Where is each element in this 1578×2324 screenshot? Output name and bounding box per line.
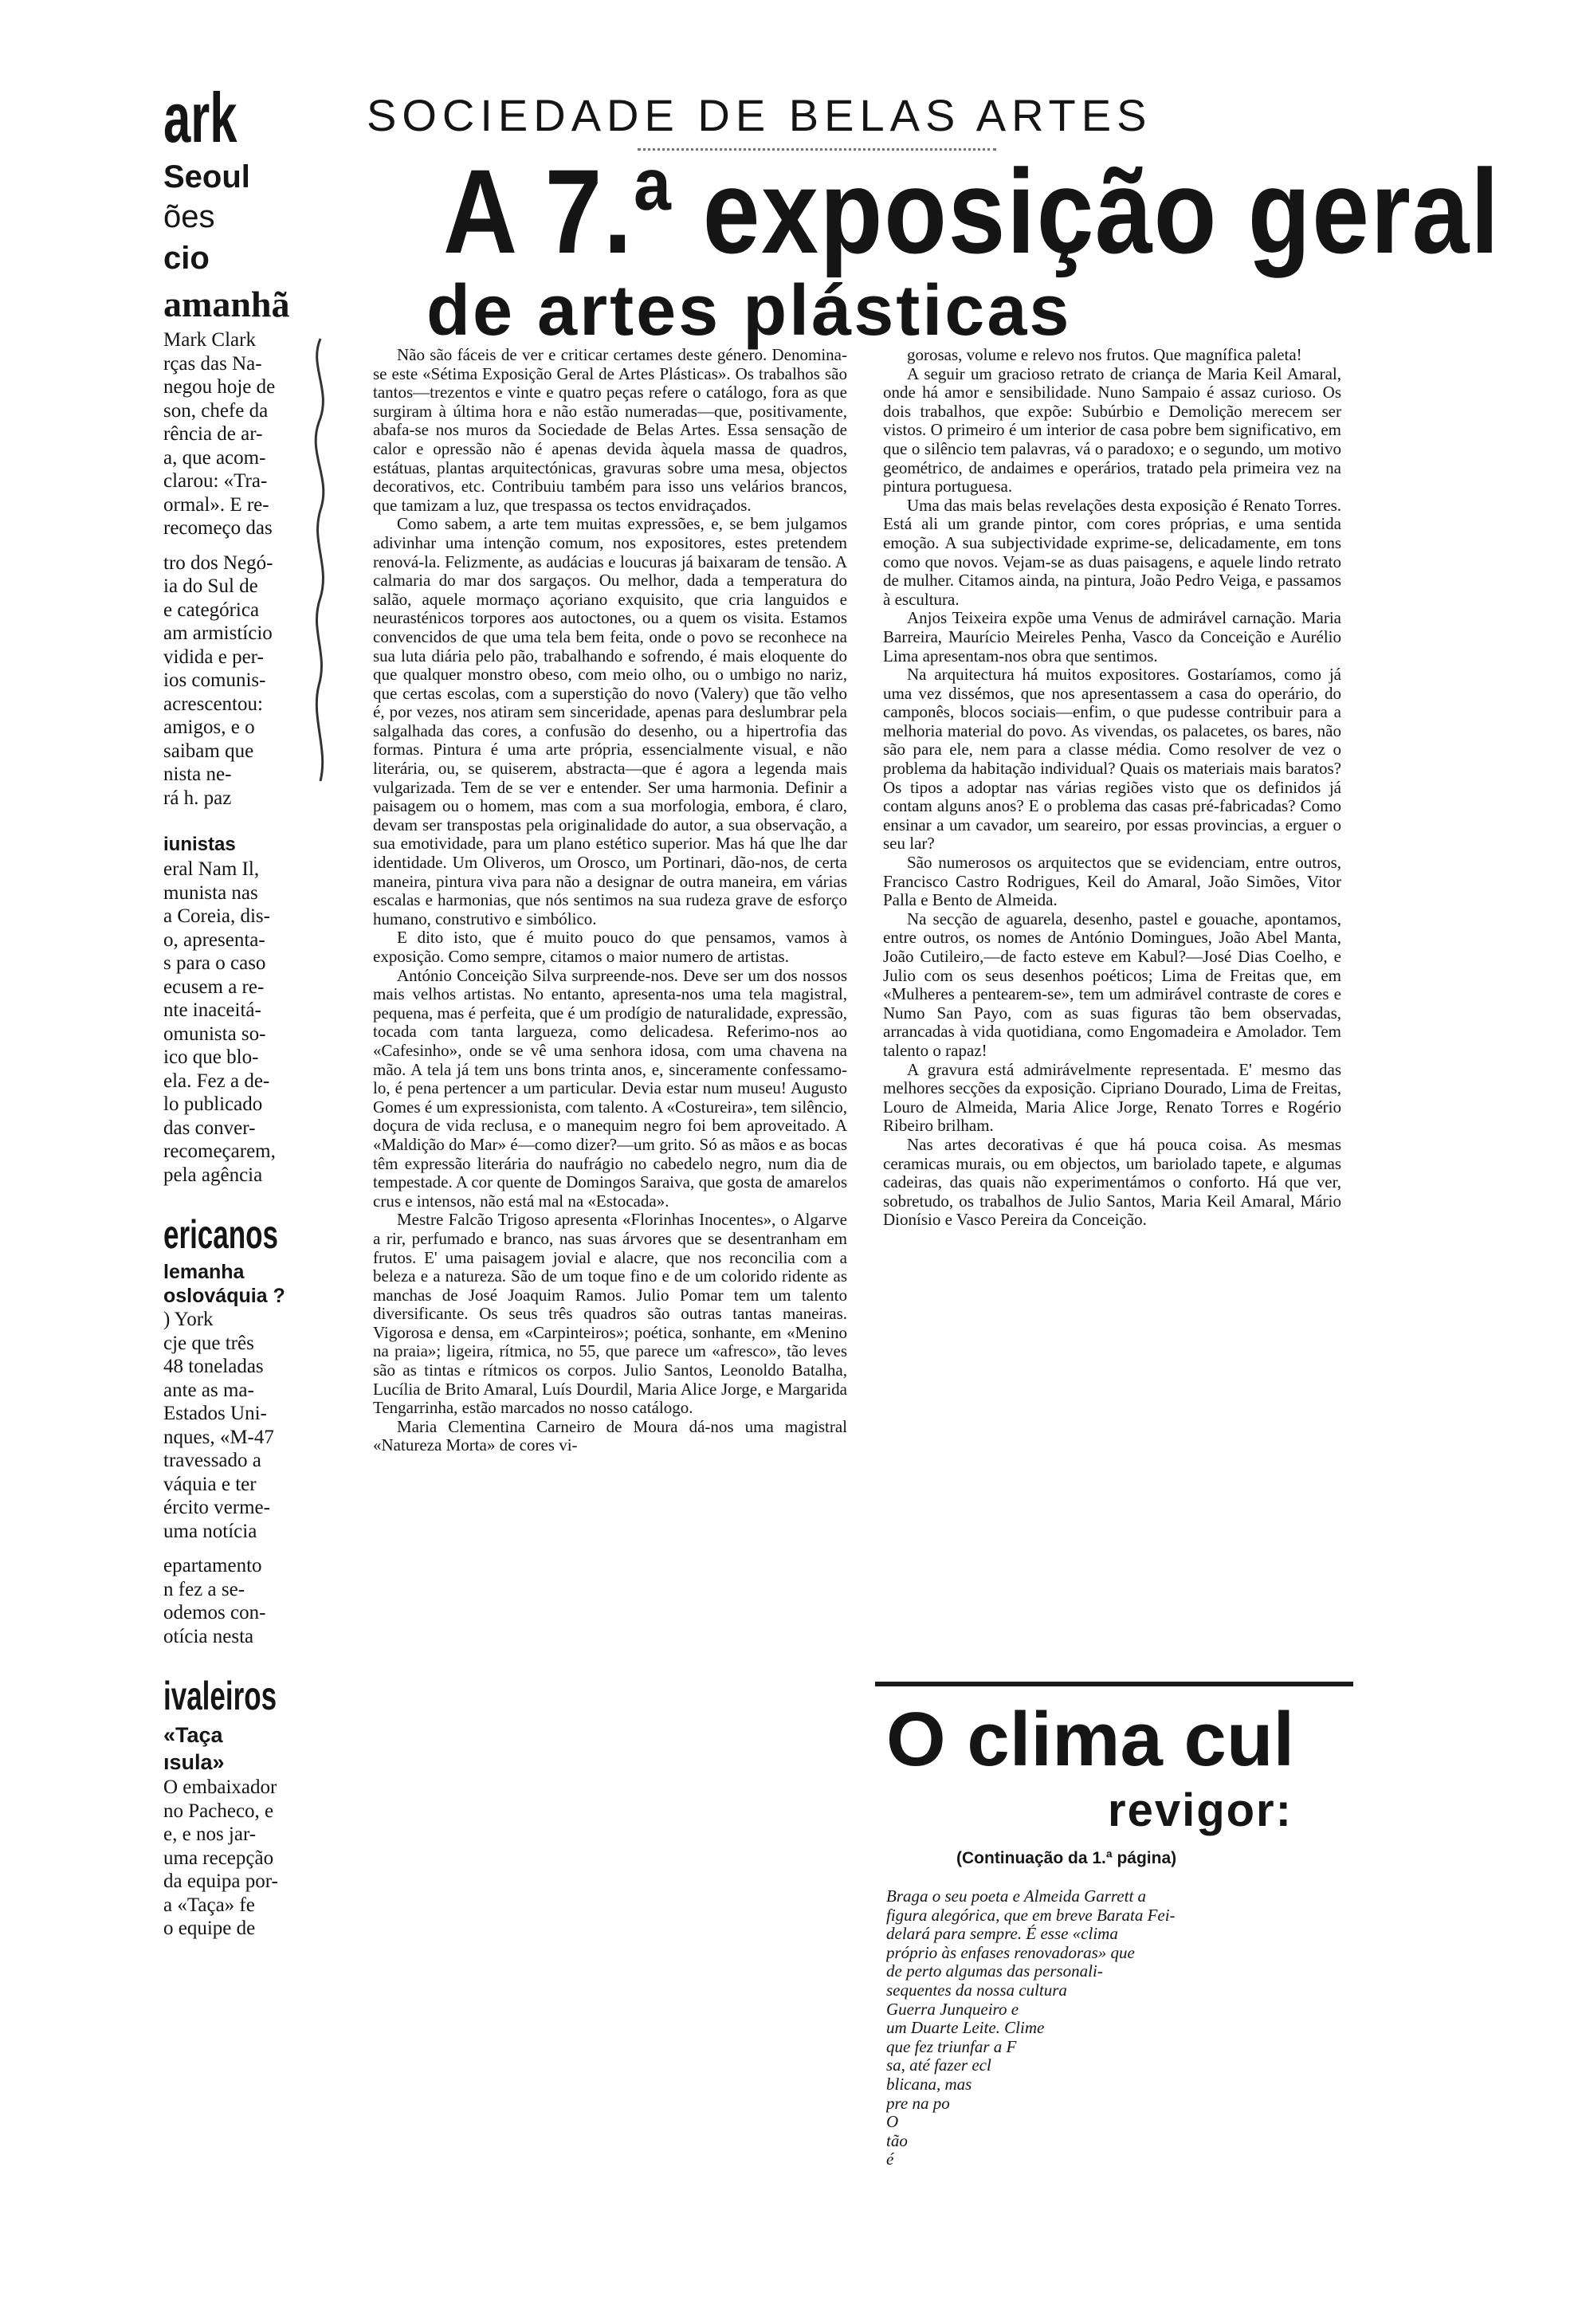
article2-line: Guerra Junqueiro e [886,1999,1019,2019]
article2-line: delará para sempre. É esse «clima [886,1924,1118,1944]
left-fragment-line: n fez a se- [163,1578,245,1600]
left-fragment-line: ia do Sul de [163,575,258,597]
article2-line: é [886,2149,894,2169]
left-fragment-line: negou hoje de [163,376,276,398]
left-fragment-heading: cio [163,241,210,276]
headline-sub: de artes plásticas [426,271,1072,351]
left-fragment-line: ) York [163,1309,214,1330]
left-fragment-line: recomeço das [163,517,273,539]
article-paragraph: Maria Clementina Carneiro de Moura dá-nos uma magistral «Natureza Morta» de cores vi- [373,1416,847,1455]
left-fragment-line: o equipe de [163,1918,256,1939]
article-paragraph: António Conceição Silva surpreende-nos. Deve ser um dos nossos mais velhos artistas. No entanto, apresenta-nos uma tela magistral, pequena, mas é perfeita, que é um prodígio de naturalidade, expressão, tocada com tanta largueza, como delicadesa. Referimo-nos ao «Cafesinho», onde se vê uma senhora idosa, com uma chavena na mão. A tela já tem uns bons trinta anos, e, sinceramente confessamo-lo, é pena pertencer a um particular. Devia estar num museu! Augusto Gomes é um expressionista, com talento. A «Costureira», tem silêncio, doçura de vida reclusa, e o manequim negro foi bem aproveitado. A «Maldição do Mar» é—como dizer?—um grito. Só as mãos e as bocas têm expressão literária do naufrágio no cabedelo negro, num dia de tempestade. A cor quente de Domingos Saraiva, que gosta de amarelos crus e intensos, não está mal na «Estocada». [373,965,847,1211]
left-fragment-line: amigos, e o [163,716,255,738]
left-fragment-heading: Seoul [163,159,250,194]
article-paragraph: Na arquitectura há muitos expositores. Gostaríamos, como já uma vez dissémos, que nos apresentassem a casa do operário, do camponês, blocos sociais—enfim, o que pudesse contribuir para a melhoria material do povo. As vivendas, os palacetes, os bares, não são para ele, nem para a classe média. Como resolver de vez o problema da habitação individual? Quais os materiais mais baratos? Os tipos a adoptar nas várias regiões visto que os definidos já contam alguns anos? E o problema das casas pré-fabricadas? Como ensinar a um cavador, um seareiro, por essas provincias, a erguer o seu lar? [883,665,1341,854]
left-fragment-line: ela. Fez a de- [163,1070,270,1092]
article-column-middle [373,346,847,2291]
left-fragment-line: ército verme- [163,1497,270,1518]
article-paragraph: Na secção de aguarela, desenho, pastel e gouache, apontamos, entre outros, os nomes de António Domingues, João Abel Manta, João Cutileiro,—de facto esteve em Kabul?—José Dias Coelho, e Julio com os seus desenhos poéticos; Lima de Freitas que, em «Mulheres a pentearem-se», tem um admirável contraste de cores e Numo San Payo, com as suas figuras tão bem observadas, arrancadas à vida quotidiana, como Engomadeira e Amolador. Tem talento o rapaz! [883,909,1341,1060]
left-fragment-line: odemos con- [163,1602,266,1623]
article-paragraph: A gravura está admirávelmente representada. E' mesmo das melhores secções da exposição. Cipriano Dourado, Lima de Freitas, Louro de Almeida, Maria Alice Jorge, Renato Torres e Rogério Ribeiro brilham. [883,1059,1341,1136]
left-fragment-line: ico que blo- [163,1046,259,1068]
article2-line: blicana, mas [886,2074,972,2094]
spacer [163,1543,335,1554]
left-fragment-line: recomeçarem, [163,1140,276,1162]
left-fragment-line: am armistício [163,622,273,644]
left-fragment-line: pela agência [163,1164,263,1186]
left-fragment-line: lo publicado [163,1093,263,1115]
left-fragment-line: das conver- [163,1117,256,1139]
left-fragment-line: rência de ar- [163,423,263,445]
left-fragment-line: acrescentou: [163,693,263,715]
left-fragment-heading: oslováquia ? [163,1285,285,1307]
left-fragment-line: Mark Clark [163,329,256,351]
left-fragment-line: ante as ma- [163,1379,254,1401]
left-fragment-line: son, chefe da [163,399,269,422]
left-fragment-line: a Coreia, dis- [163,905,270,927]
article2-line: próprio às enfases renovadoras» que [886,1942,1135,1962]
left-fragment-line: rá h. paz [163,787,232,809]
left-fragment-line: ormal». E re- [163,493,269,516]
spacer [163,1187,335,1198]
left-fragment-line: a, que acom- [163,446,266,469]
article2-line: O [886,2112,899,2132]
left-fragment-line: tro dos Negó- [163,552,273,574]
continuation-note: (Continuação da 1.ª página) [956,1849,1177,1867]
article2-subheadline: revigor: [1108,1784,1293,1836]
article-paragraph: Nas artes decorativas é que há pouca coisa. As mesmas ceramicas murais, ou em objectos, um bariolado tapete, e algumas cadeiras, das quais não experimentámos o conforto. Há que ver, sobretudo, os trabalhos de Julio Santos, Maria Keil Amaral, Mário Dionísio e Vasco Pereira da Conceição. [883,1134,1341,1230]
spacer [163,821,335,832]
article-paragraph: São numerosos os arquitectos que se evidenciam, entre outros, Francisco Castro Rodrigues, Keil do Amaral, João Simões, Vitor Palla e Bento de Almeida. [883,853,1341,910]
left-fragment-line: e categórica [163,599,260,621]
left-fragment-line: saibam que [163,740,254,762]
article-paragraph: A seguir um gracioso retrato de criança de Maria Keil Amaral, onde há amor e sensibilidade. Nuno Sampaio é assaz curioso. Os dois trabalhos, que expõe: Subúrbio e Demolição merecem ser vistos. O primeiro é um interior de casa pobre bem significativo, em que o silêncio tem palavras, vá o paradoxo; e o segundo, um motivo geométrico, de andaimes e operários, tratado pela primeira vez na pintura portuguesa. [883,363,1341,497]
spacer [163,1659,335,1670]
left-fragment-line: munista nas [163,881,258,904]
article2-line: de perto algumas das personali- [886,1961,1103,1981]
left-fragment-line: otícia nesta [163,1625,254,1647]
spacer [163,1198,335,1209]
left-fragment-line: vidida e per- [163,646,264,668]
article-column-right [883,346,1341,1653]
left-fragment-line: o, apresenta- [163,928,265,951]
left-fragment-heading: ısula» [163,1750,225,1774]
article2-line: um Duarte Leite. Clime [886,2018,1045,2038]
left-fragment-line: epartamento [163,1555,262,1576]
article-paragraph: Anjos Teixeira expõe uma Venus de admirável carnação. Maria Barreira, Maurício Meireles Penha, Vasco da Conceição e Aurélio Lima apresentam-nos obra que sentimos. [883,608,1341,665]
left-fragment-heading: ivaleiros [163,1674,277,1718]
left-fragment-line: clarou: «Tra- [163,470,268,492]
left-fragment-line: s para o caso [163,952,266,974]
article-paragraph: gorosas, volume e relevo nos frutos. Que magnífica paleta! [907,346,1302,364]
article2-line: pre na po [886,2093,950,2113]
left-fragment-line: da equipa por- [163,1871,278,1892]
left-fragment-line: e, e nos jar- [163,1823,257,1845]
article-paragraph: E dito isto, que é muito pouco do que pensamos, vamos à exposição. Como sempre, citamos o maior numero de artistas. [373,928,847,966]
left-fragment-heading: ericanos [163,1212,278,1257]
left-fragment-heading: iunistas [163,834,236,855]
left-fragment-line: cje que três [163,1332,254,1354]
left-fragment-heading: ões [163,199,215,234]
article-paragraph: Uma das mais belas revelações desta exposição é Renato Torres. Está ali um grande pintor, com cores próprias, e uma sentida emoção. A sua subjectividade exprime-se, delicadamente, em tons como que novos. Vejam-se as duas paisagens, e aquele lindo retrato de mulher. Citamos ainda, na pintura, João Pedro Veiga, e passamos à escultura. [883,495,1341,609]
left-fragment-line: ios comunis- [163,669,266,691]
article2-line: figura alegórica, que em breve Barata Fei- [886,1905,1176,1925]
article2-body [886,1887,1341,2206]
article-paragraph: Não são fáceis de ver e criticar certames deste género. Denomina-se este «Sétima Exposição Geral de Artes Plásticas». Os trabalhos são tantos—trezentos e vinte e quatro peças refere o catálogo, fora as que surgiram à última hora e não estão numeradas—que, positivamente, abafa-se nos muros da Sociedade de Belas Artes. Essa sensação de calor e opressão não é apenas devida àquela massa de quadros, estátuas, plantas arquitectónicas, gravuras sobre uma mesa, objectos decorativos, etc. Contribuiu também para isso uns velários brancos, que tamizam a luz, que trespassa os tectos envidraçados. [373,346,847,515]
left-fragment-line: Estados Uni- [163,1403,267,1424]
left-fragment-heading: ark [163,80,237,157]
article2-line: Braga o seu poeta e Almeida Garrett a [886,1887,1147,1906]
left-fragment-line: a «Taça» fe [163,1894,255,1916]
article-paragraph: Mestre Falcão Trigoso apresenta «Florinhas Inocentes», o Algarve a rir, perfumado e branco, nas suas árvores que se desentranham em frutos. E' uma paisagem jovial e alacre, que nos reconcilia com a beleza e a natureza. São de um toque fino e de um colorido ridente as manchas de José Joaquim Ramos. Julio Pomar tem um talento diversificante. Os seus três quadros são outras tantas maneiras. Vigorosa e densa, em «Carpinteiros»; poética, sonhante, em «Menino na praia»; ligeira, rítmica, no 55, que parece um «afresco», tão leves são as tintas e rítmicos os corpos. Julio Santos, Leonoldo Batalha, Lucília de Brito Amaral, Luís Dourdil, Maria Alice Jorge, e Margarida Tengarrinha, estão marcados no nosso catálogo. [373,1210,847,1418]
left-fragment-line: váquia e ter [163,1473,257,1495]
article-divider [875,1682,1353,1686]
left-fragment-line: travessado a [163,1450,261,1471]
left-fragment-heading: lemanha [163,1261,245,1283]
article-paragraph: Como sabem, a arte tem muitas expressões, e, se bem julgamos adivinhar uma intenção comum, nos expositores, estes pretendem renová-la. Felizmente, as audácias e loucuras já baixaram de tensão. A calmaria do mar dos sargaços. Ou melhor, dada a temperatura do salão, aquele mormaço açoriano exquisito, que cria languidos e neurasténicos torpores aos autoctones, ou a quem os visita. Estamos convencidos de que uma tela bem feita, onde o povo se reconhece na sua luta diária pelo pão, trabalhando e sofrendo, é mais eloquente do que qualquer monstro obeso, com meio olho, ou o umbigo no nariz, que certas escolas, com a superstição do novo (Valery) que tão velho é, por vezes, nos atiram sem sinceridade, apenas para deslumbrar pela salgalhada das cores, a confusão do desenho, ou a hipertrofia das formas. Pintura é uma arte própria, essencialmente visual, e não literária, ou, se quiserem, abstracta—que é agora a legenda mais vulgarizada. Tem de se ver e entender. Ser uma harmonia. Definir a paisagem ou o homem, mas com a sua morfologia, embora, é claro, devam ser transpostas pela originalidade do autor, a sua observação, a sua emotividade, para um plano estético superior. Mas há que lhe dar identidade. Um Oliveros, um Orosco, um Portinari, dão-nos, de certa maneira, pintura viva para não a designar de outra maneira, em várias escalas e harmonias, que nós sentimos na sua rudeza grave de esforço humano, construtivo e simbólico. [373,514,847,928]
section-title: SOCIEDADE DE BELAS ARTES [367,90,1152,140]
left-fragment-line: O embaixador [163,1776,277,1798]
article2-line: sequentes da nossa cultura [886,1980,1067,2000]
headline-main: A 7.ª exposição geral [443,144,1501,278]
article2-line: que fez triunfar a F [886,2036,1017,2056]
article2-headline: O clima cul [886,1697,1295,1782]
left-fragment-line: rças das Na- [163,352,262,375]
article2-line: sa, até fazer ecl [886,2055,991,2075]
left-fragment-line: omunista so- [163,1023,266,1045]
article2-line: tão [886,2130,908,2150]
left-fragment-heading: amanhã [163,284,290,324]
handwritten-annotation [304,335,336,813]
left-fragment-line: ecusem a re- [163,976,265,998]
spacer [163,1648,335,1659]
left-fragment-line: nques, «M-47 [163,1426,274,1448]
left-fragment-heading: «Taça [163,1723,223,1747]
left-fragment-line: eral Nam Il, [163,858,260,880]
left-fragment-line: 48 toneladas [163,1356,264,1377]
left-fragment-line: no Pacheco, e [163,1800,274,1822]
left-fragment-line: nte inaceitá- [163,999,261,1021]
left-fragment-line: uma recepção [163,1847,274,1869]
left-fragment-line: uma notícia [163,1520,257,1542]
left-fragment-line: nista ne- [163,764,232,785]
